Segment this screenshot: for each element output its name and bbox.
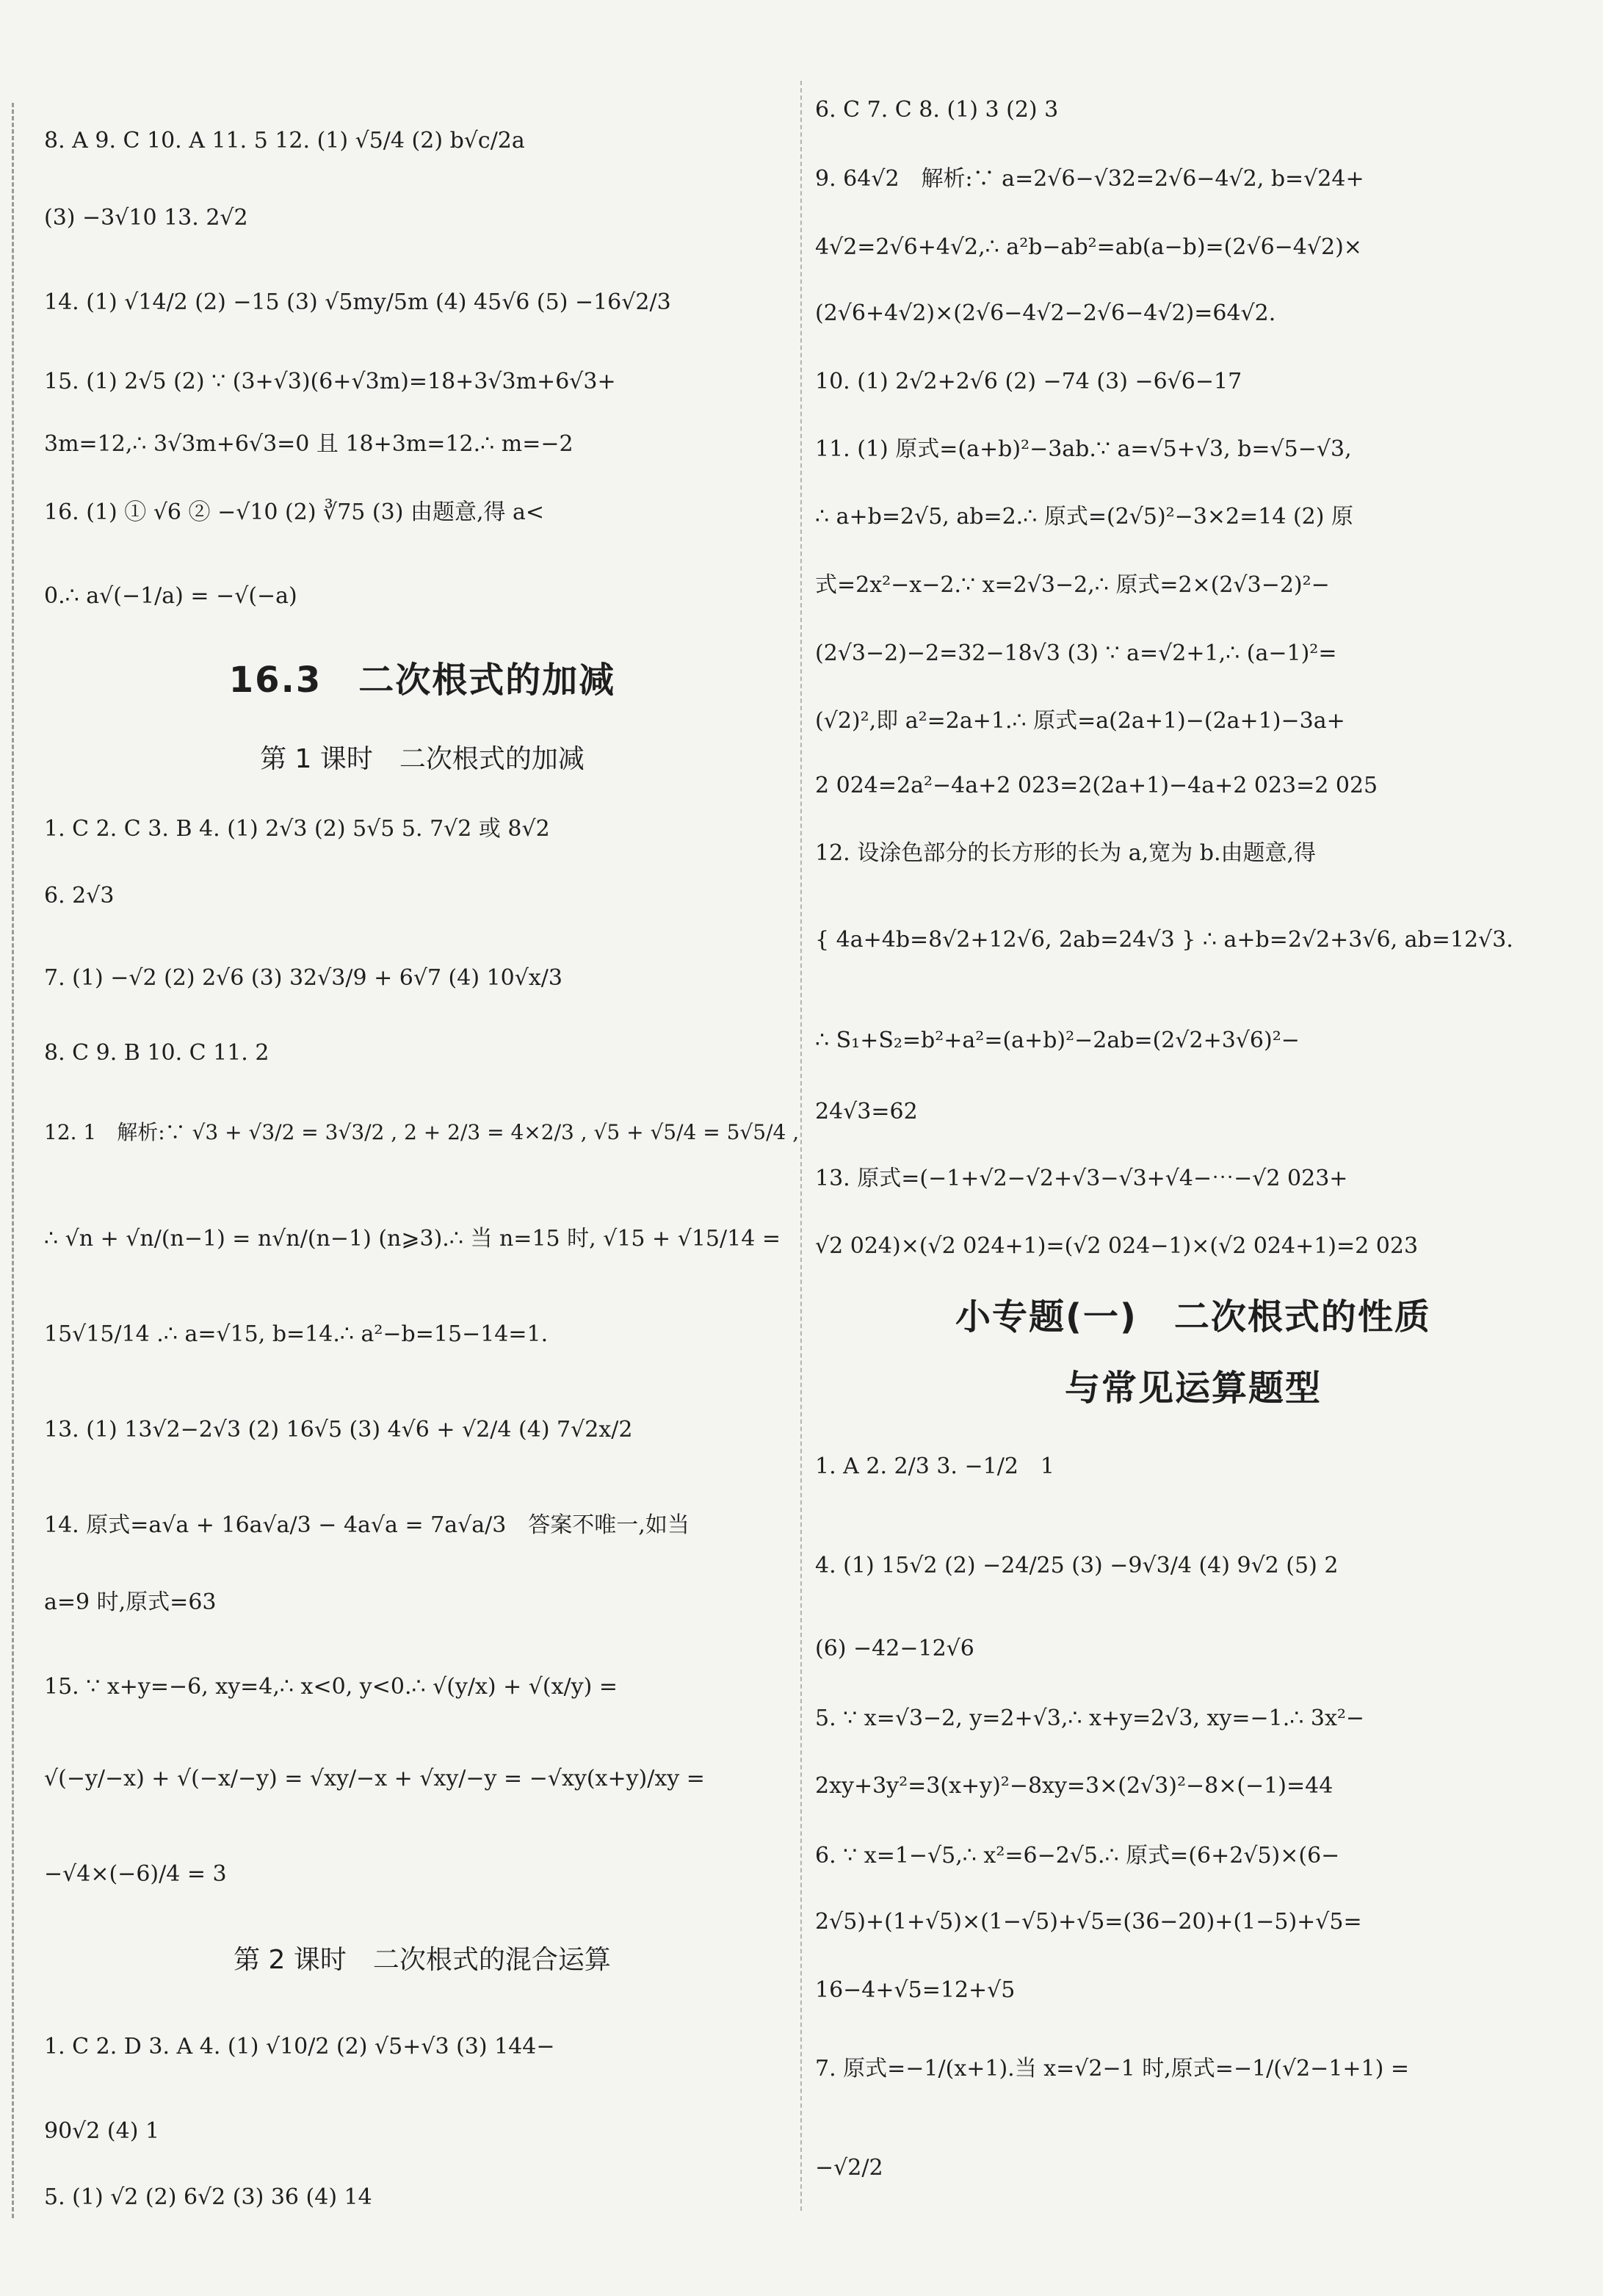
answer-line: (√2)²,即 a²=2a+1.∴ 原式=a(2a+1)−(2a+1)−3a+ bbox=[815, 708, 1345, 734]
answer-line: 12. 设涂色部分的长方形的长为 a,宽为 b.由题意,得 bbox=[815, 840, 1317, 866]
answer-line: −√4×(−6)/4 = 3 bbox=[44, 1861, 227, 1887]
answer-line: (2√3−2)−2=32−18√3 (3) ∵ a=√2+1,∴ (a−1)²= bbox=[815, 640, 1337, 666]
answer-line: 1. C 2. D 3. A 4. (1) √10/2 (2) √5+√3 (3) 144− bbox=[44, 2034, 555, 2059]
binding-margin-line bbox=[12, 103, 14, 2218]
section-title: 16.3 二次根式的加减 bbox=[228, 660, 616, 701]
answer-line: 24√3=62 bbox=[815, 1099, 918, 1124]
answer-line: √(−y/−x) + √(−x/−y) = √xy/−x + √xy/−y = −√xy(x+y)/xy = bbox=[44, 1766, 705, 1791]
section-title: 与常见运算题型 bbox=[1064, 1368, 1322, 1409]
answer-line: 15√15/14 .∴ a=√15, b=14.∴ a²−b=15−14=1. bbox=[44, 1321, 549, 1347]
lesson-title: 第 2 课时 二次根式的混合运算 bbox=[234, 1945, 611, 1975]
answer-line: 7. (1) −√2 (2) 2√6 (3) 32√3/9 + 6√7 (4) 10√x/3 bbox=[44, 965, 562, 991]
answer-line: (6) −42−12√6 bbox=[815, 1636, 974, 1661]
answer-line: ∴ √n + √n/(n−1) = n√n/(n−1) (n⩾3).∴ 当 n=15 时, √15 + √15/14 = bbox=[44, 1226, 781, 1252]
answer-line: 8. C 9. B 10. C 11. 2 bbox=[44, 1040, 269, 1066]
answer-line: −√2/2 bbox=[815, 2155, 883, 2181]
answer-line: 5. ∵ x=√3−2, y=2+√3,∴ x+y=2√3, xy=−1.∴ 3x²− bbox=[815, 1705, 1365, 1731]
right-column bbox=[815, 0, 1571, 2296]
answer-line: 式=2x²−x−2.∵ x=2√3−2,∴ 原式=2×(2√3−2)²− bbox=[815, 572, 1330, 598]
answer-line: 1. A 2. 2/3 3. −1/2 1 bbox=[815, 1454, 1055, 1479]
lesson-title: 第 1 课时 二次根式的加减 bbox=[260, 744, 585, 774]
column-divider bbox=[800, 81, 802, 2211]
answer-line: 7. 原式=−1/(x+1).当 x=√2−1 时,原式=−1/(√2−1+1) = bbox=[815, 2056, 1410, 2082]
answer-line: 12. 1 解析:∵ √3 + √3/2 = 3√3/2 , 2 + 2/3 = 4×2/3 , √5 + √5/4 = 5√5/4 , bbox=[44, 1120, 800, 1144]
answer-line: 9. 64√2 解析:∵ a=2√6−√32=2√6−4√2, b=√24+ bbox=[815, 166, 1364, 192]
answer-line: a=9 时,原式=63 bbox=[44, 1589, 217, 1615]
answer-line: 16−4+√5=12+√5 bbox=[815, 1977, 1016, 2003]
answer-line: ∴ a+b=2√5, ab=2.∴ 原式=(2√5)²−3×2=14 (2) 原 bbox=[815, 504, 1354, 530]
answer-line: 5. (1) √2 (2) 6√2 (3) 36 (4) 14 bbox=[44, 2184, 372, 2210]
answer-line: 15. (1) 2√5 (2) ∵ (3+√3)(6+√3m)=18+3√3m+6√3+ bbox=[44, 369, 616, 394]
answer-line: 6. 2√3 bbox=[44, 883, 115, 909]
answer-line: (2√6+4√2)×(2√6−4√2−2√6−4√2)=64√2. bbox=[815, 300, 1276, 326]
answer-line: 14. 原式=a√a + 16a√a/3 − 4a√a = 7a√a/3 答案不唯一,如当 bbox=[44, 1512, 690, 1538]
answer-line: 15. ∵ x+y=−6, xy=4,∴ x<0, y<0.∴ √(y/x) + √(x/y) = bbox=[44, 1674, 618, 1700]
answer-line: 1. C 2. C 3. B 4. (1) 2√3 (2) 5√5 5. 7√2 或 8√2 bbox=[44, 816, 550, 842]
answer-line: 11. (1) 原式=(a+b)²−3ab.∵ a=√5+√3, b=√5−√3, bbox=[815, 436, 1352, 462]
answer-line: 2 024=2a²−4a+2 023=2(2a+1)−4a+2 023=2 025 bbox=[815, 773, 1378, 798]
answer-line: 2xy+3y²=3(x+y)²−8xy=3×(2√3)²−8×(−1)=44 bbox=[815, 1773, 1334, 1799]
answer-line: 13. 原式=(−1+√2−√2+√3−√3+√4−⋯−√2 023+ bbox=[815, 1166, 1348, 1191]
answer-line: 8. A 9. C 10. A 11. 5 12. (1) √5/4 (2) b√c/2a bbox=[44, 128, 525, 154]
answer-line: 3m=12,∴ 3√3m+6√3=0 且 18+3m=12.∴ m=−2 bbox=[44, 431, 573, 457]
answer-line: ∴ S₁+S₂=b²+a²=(a+b)²−2ab=(2√2+3√6)²− bbox=[815, 1028, 1300, 1053]
answer-line: 16. (1) ① √6 ② −√10 (2) ∛75 (3) 由题意,得 a< bbox=[44, 499, 545, 525]
answer-line: { 4a+4b=8√2+12√6, 2ab=24√3 } ∴ a+b=2√2+3√6, ab=12√3. bbox=[815, 927, 1513, 953]
answer-line: 10. (1) 2√2+2√6 (2) −74 (3) −6√6−17 bbox=[815, 369, 1242, 394]
answer-line: 6. ∵ x=1−√5,∴ x²=6−2√5.∴ 原式=(6+2√5)×(6− bbox=[815, 1843, 1340, 1869]
answer-line: 2√5)+(1+√5)×(1−√5)+√5=(36−20)+(1−5)+√5= bbox=[815, 1909, 1362, 1935]
answer-line: 14. (1) √14/2 (2) −15 (3) √5my/5m (4) 45√6 (5) −16√2/3 bbox=[44, 289, 671, 315]
answer-line: (3) −3√10 13. 2√2 bbox=[44, 205, 248, 231]
answer-line: 6. C 7. C 8. (1) 3 (2) 3 bbox=[815, 97, 1059, 123]
answer-line: √2 024)×(√2 024+1)=(√2 024−1)×(√2 024+1)=2 023 bbox=[815, 1233, 1419, 1259]
answer-line: 13. (1) 13√2−2√3 (2) 16√5 (3) 4√6 + √2/4 (4) 7√2x/2 bbox=[44, 1417, 633, 1443]
answer-line: 4. (1) 15√2 (2) −24/25 (3) −9√3/4 (4) 9√2 (5) 2 bbox=[815, 1553, 1339, 1578]
answer-line: 4√2=2√6+4√2,∴ a²b−ab²=ab(a−b)=(2√6−4√2)× bbox=[815, 234, 1362, 260]
section-title: 小专题(一) 二次根式的性质 bbox=[955, 1296, 1431, 1337]
answer-line: 90√2 (4) 1 bbox=[44, 2118, 160, 2144]
left-column bbox=[44, 0, 800, 2296]
answer-line: 0.∴ a√(−1/a) = −√(−a) bbox=[44, 583, 297, 609]
